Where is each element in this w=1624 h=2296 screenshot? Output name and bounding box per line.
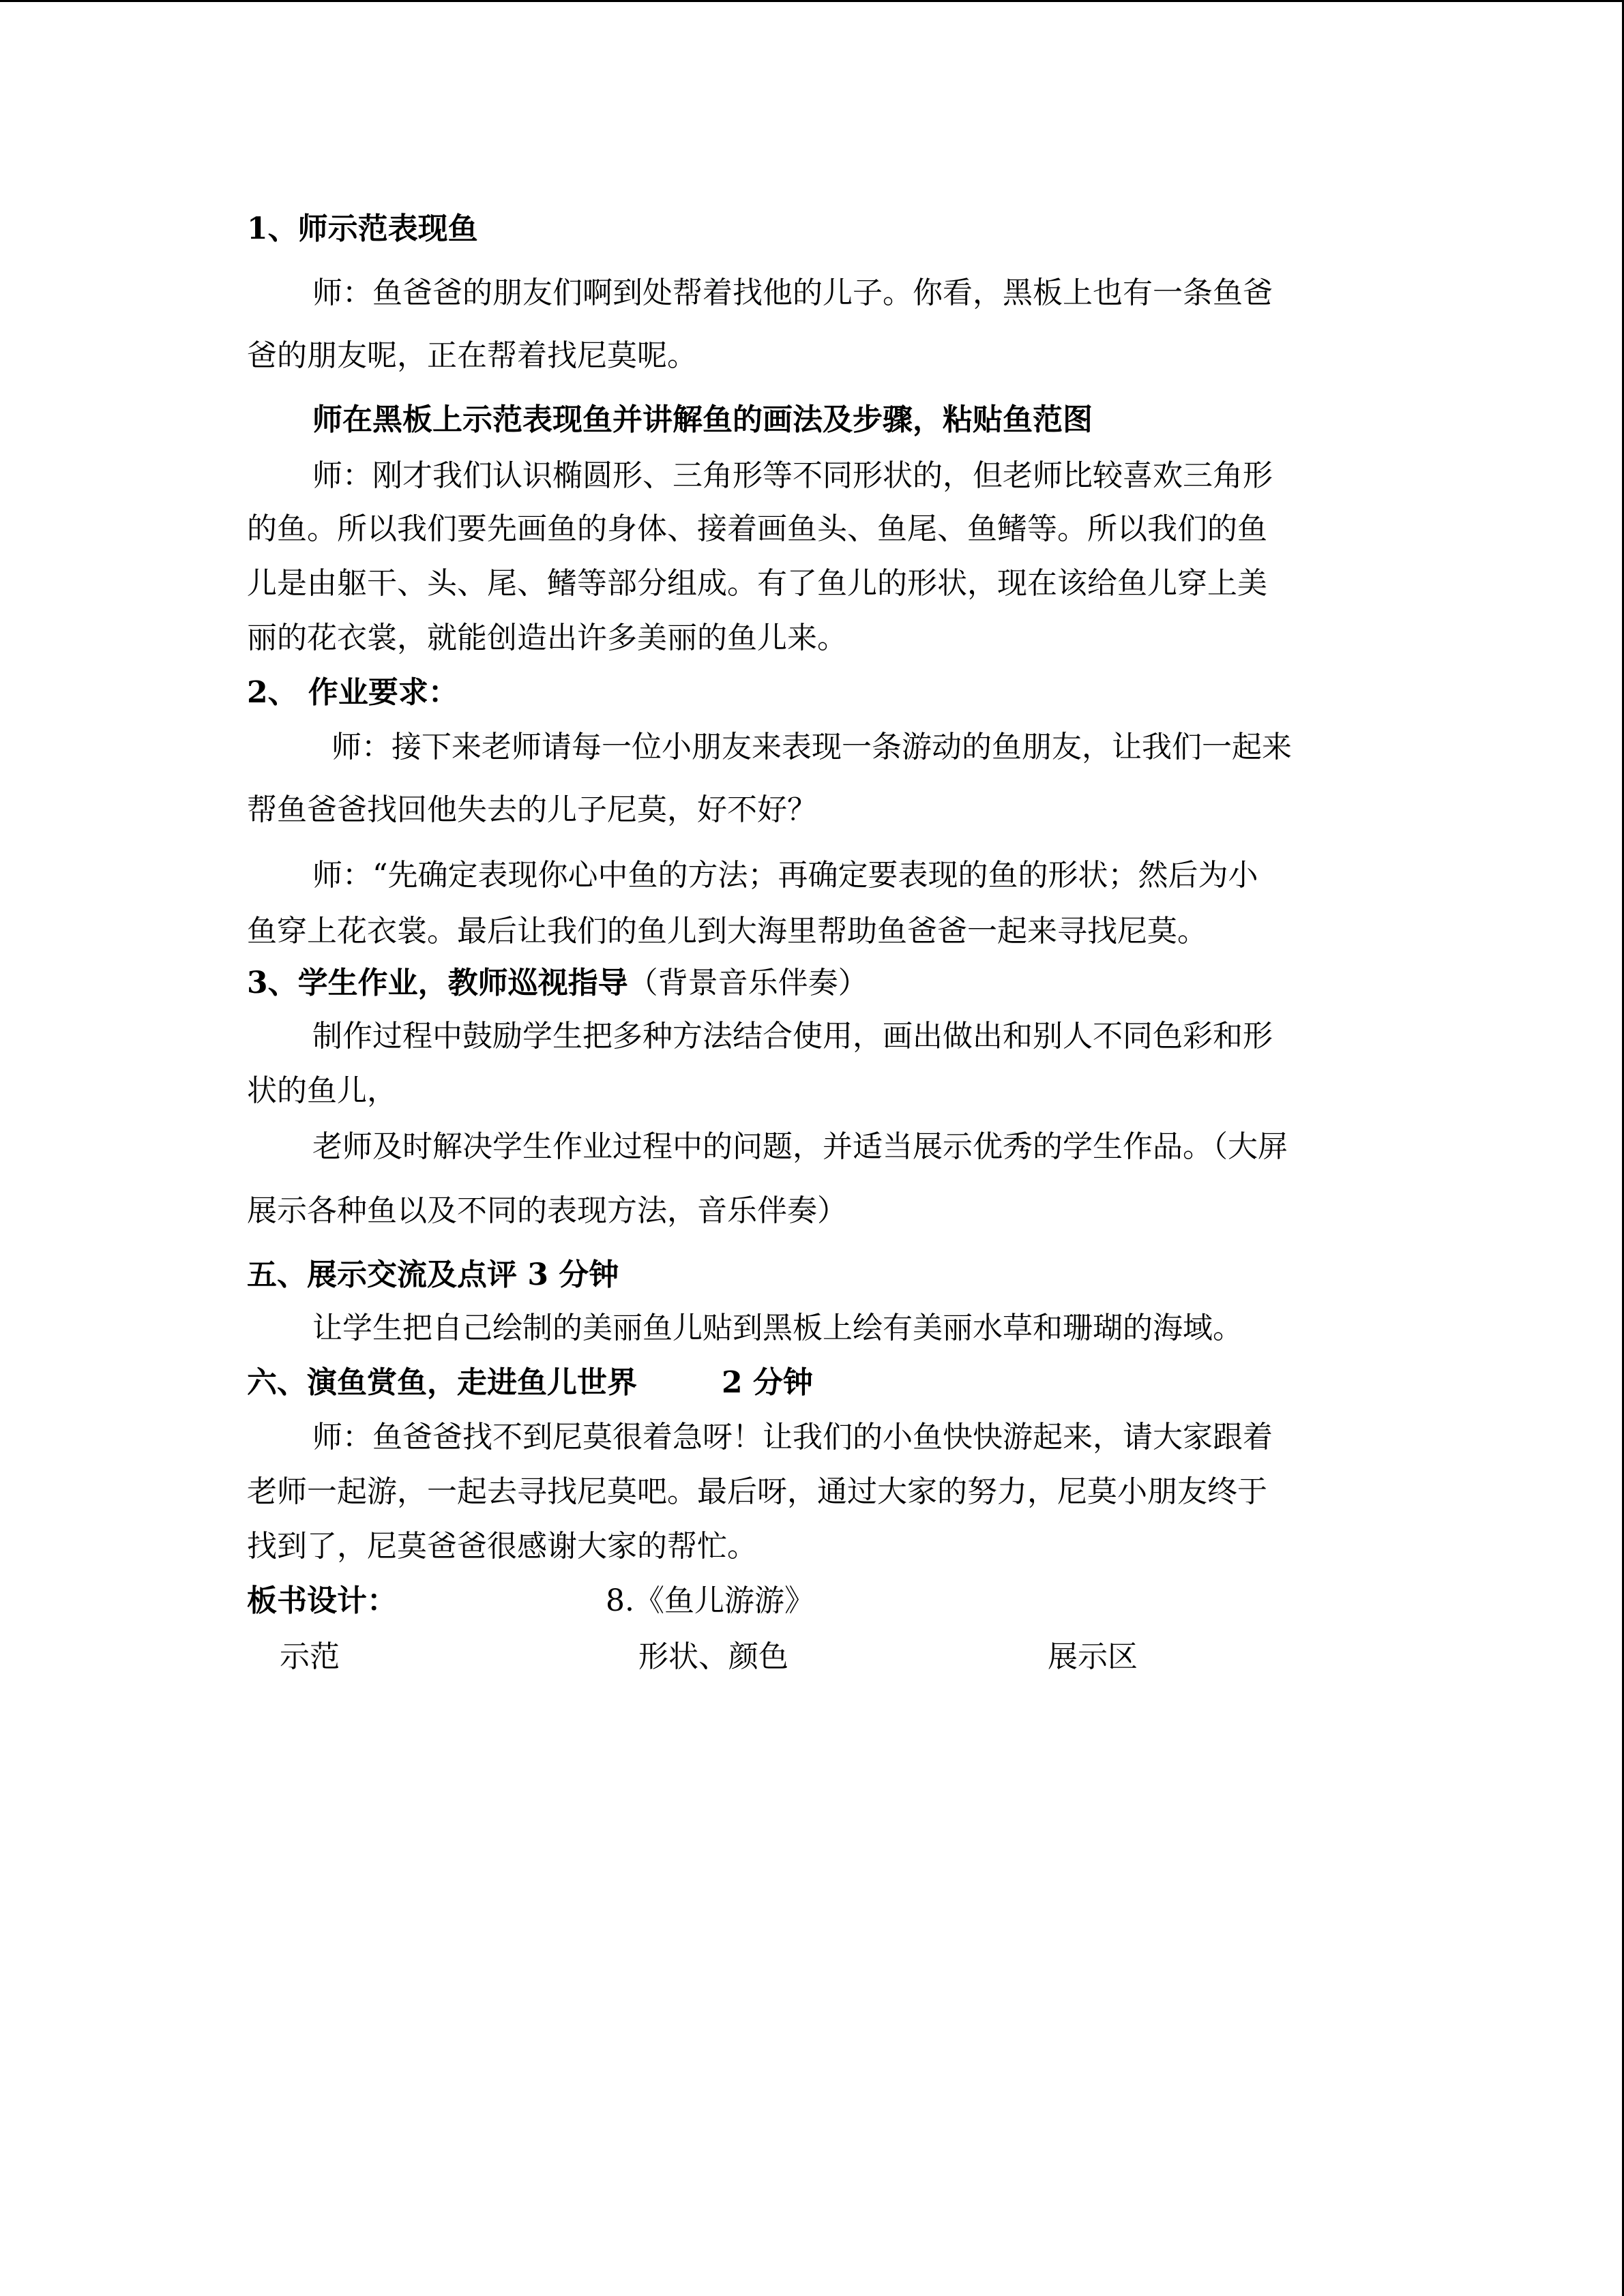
paragraph-line: 让学生把自己绘制的美丽鱼儿贴到黑板上绘有美丽水草和珊瑚的海域。 xyxy=(312,1311,1243,1345)
paragraph-line: 爸的朋友呢，正在帮着找尼莫呢。 xyxy=(247,338,697,373)
section-1-heading: 1、师示范表现鱼 xyxy=(247,211,478,246)
paragraph-line: 师：鱼爸爸找不到尼莫很着急呀！让我们的小鱼快快游起来，请大家跟着 xyxy=(312,1420,1273,1455)
section-3-heading-note: （背景音乐伴奏） xyxy=(628,966,868,1000)
board-design-title: 8.《鱼儿游游》 xyxy=(606,1583,814,1618)
board-column-display-area: 展示区 xyxy=(1048,1639,1138,1674)
board-design-label: 板书设计： xyxy=(247,1583,397,1618)
paragraph-line: 状的鱼儿， xyxy=(247,1073,397,1108)
paragraph-line: 师：鱼爸爸的朋友们啊到处帮着找他的儿子。你看，黑板上也有一条鱼爸 xyxy=(312,275,1273,310)
paragraph-line: 鱼穿上花衣裳。最后让我们的鱼儿到大海里帮助鱼爸爸一起来寻找尼莫。 xyxy=(247,914,1207,949)
section-3-heading-main: 3、学生作业，教师巡视指导 xyxy=(247,966,628,1000)
section-6-duration: 2 分钟 xyxy=(722,1365,813,1400)
section-6-heading: 六、演鱼赏鱼，走进鱼儿世界 xyxy=(247,1365,637,1400)
paragraph-line: 师：刚才我们认识椭圆形、三角形等不同形状的，但老师比较喜欢三角形 xyxy=(312,458,1273,493)
paragraph-line: 丽的花衣裳，就能创造出许多美丽的鱼儿来。 xyxy=(247,621,847,655)
paragraph-line: 师：“先确定表现你心中鱼的方法；再确定要表现的鱼的形状；然后为小 xyxy=(312,858,1258,893)
demo-step-heading: 师在黑板上示范表现鱼并讲解鱼的画法及步骤，粘贴鱼范图 xyxy=(312,402,1093,437)
page-border-top xyxy=(0,0,1624,2)
paragraph-line: 儿是由躯干、头、尾、鳍等部分组成。有了鱼儿的形状，现在该给鱼儿穿上美 xyxy=(247,566,1267,601)
section-2-heading: 2、 作业要求： xyxy=(247,675,458,710)
paragraph-line: 师：接下来老师请每一位小朋友来表现一条游动的鱼朋友，让我们一起来 xyxy=(331,730,1292,764)
paragraph-line: 找到了，尼莫爸爸很感谢大家的帮忙。 xyxy=(247,1529,757,1564)
section-5-heading: 五、展示交流及点评 3 分钟 xyxy=(247,1257,619,1292)
board-column-shape-color: 形状、颜色 xyxy=(638,1639,788,1674)
paragraph-line: 的鱼。所以我们要先画鱼的身体、接着画鱼头、鱼尾、鱼鳍等。所以我们的鱼 xyxy=(247,511,1267,546)
section-3-heading xyxy=(247,963,868,1004)
board-column-demo: 示范 xyxy=(280,1639,340,1674)
paragraph-line: 展示各种鱼以及不同的表现方法，音乐伴奏） xyxy=(247,1193,847,1228)
paragraph-line: 老师及时解决学生作业过程中的问题，并适当展示优秀的学生作品。（大屏 xyxy=(312,1129,1288,1164)
paragraph-line: 制作过程中鼓励学生把多种方法结合使用，画出做出和别人不同色彩和形 xyxy=(312,1019,1273,1054)
paragraph-line: 帮鱼爸爸找回他失去的儿子尼莫，好不好？ xyxy=(247,792,817,827)
paragraph-line: 老师一起游，一起去寻找尼莫吧。最后呀，通过大家的努力，尼莫小朋友终于 xyxy=(247,1474,1267,1509)
